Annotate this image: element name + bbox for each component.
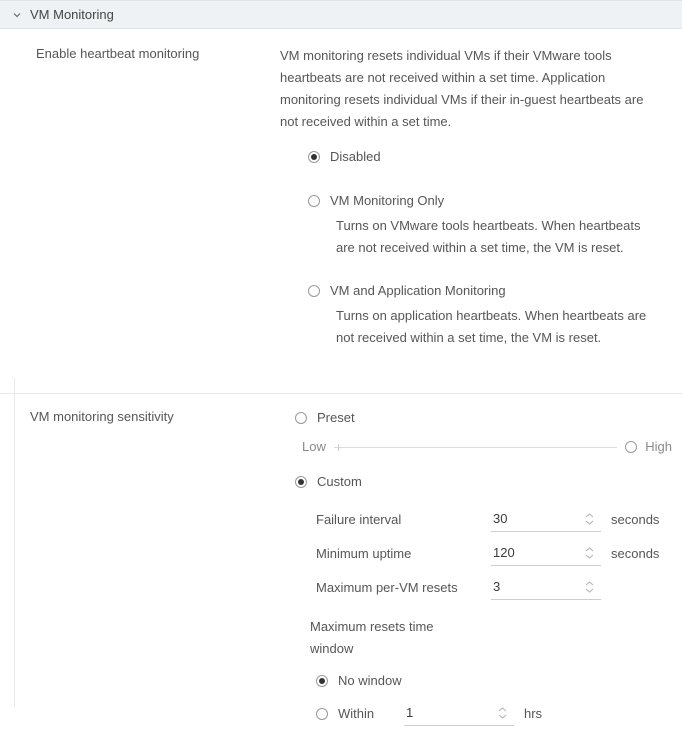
radio-no-window-input[interactable]: [316, 675, 328, 687]
vm-and-application-monitoring-description: Turns on application heartbeats. When heartbeats are not received within a set time, the VM is reset.: [336, 308, 647, 345]
failure-interval-row: [316, 508, 672, 532]
radio-within-window-label: Within: [338, 706, 375, 721]
radio-preset[interactable]: [295, 408, 672, 428]
radio-disabled-label: Disabled: [330, 149, 381, 164]
within-window-stepper[interactable]: [497, 705, 510, 721]
minimum-uptime-field[interactable]: [491, 542, 601, 566]
section-title: VM Monitoring: [30, 7, 114, 22]
left-rail-divider: [14, 378, 15, 707]
heartbeat-monitoring-content: [280, 45, 682, 371]
enable-heartbeat-monitoring-label: Enable heartbeat monitoring: [36, 46, 200, 61]
within-window-unit: hrs: [524, 706, 543, 721]
minimum-uptime-row: [316, 542, 672, 566]
maximum-per-vm-resets-field[interactable]: [491, 576, 601, 600]
vm-monitoring-section-header[interactable]: [0, 0, 682, 29]
slider-high-label: High: [645, 439, 672, 454]
radio-within-window[interactable]: [316, 702, 672, 726]
slider-high-input[interactable]: [625, 441, 637, 453]
radio-disabled[interactable]: [308, 147, 660, 167]
radio-vm-and-application-monitoring-label: VM and Application Monitoring: [330, 283, 506, 298]
radio-custom-input[interactable]: [295, 476, 307, 488]
slider-tick: [338, 444, 339, 451]
radio-vm-and-application-monitoring-input[interactable]: [308, 285, 320, 297]
sensitivity-slider[interactable]: [302, 436, 672, 458]
radio-vm-and-application-monitoring[interactable]: [308, 281, 660, 301]
minimum-uptime-stepper[interactable]: [584, 545, 597, 561]
radio-vm-monitoring-only-label: VM Monitoring Only: [330, 193, 445, 208]
maximum-resets-time-window-label: Maximum resets time window: [310, 619, 434, 656]
slider-track[interactable]: [334, 447, 617, 448]
vm-monitoring-sensitivity-label: VM monitoring sensitivity: [30, 409, 174, 424]
heartbeat-description: VM monitoring resets individual VMs if their VMware tools heartbeats are not received within a set time. Application monitoring resets individual VMs if their in-guest heartbeats are not received within a set time.: [280, 48, 644, 129]
radio-vm-monitoring-only[interactable]: [308, 191, 660, 211]
failure-interval-input[interactable]: [491, 511, 569, 528]
radio-vm-monitoring-only-input[interactable]: [308, 195, 320, 207]
radio-disabled-input[interactable]: [308, 151, 320, 163]
failure-interval-field[interactable]: [491, 508, 601, 532]
radio-preset-label: Preset: [317, 410, 355, 425]
maximum-per-vm-resets-label: Maximum per-VM resets: [316, 580, 458, 595]
failure-interval-unit: seconds: [611, 512, 660, 527]
minimum-uptime-input[interactable]: [491, 545, 569, 562]
failure-interval-label: Failure interval: [316, 512, 402, 527]
vm-monitoring-sensitivity-row: [0, 393, 682, 736]
radio-no-window-label: No window: [338, 673, 402, 688]
chevron-down-icon[interactable]: [10, 8, 24, 22]
minimum-uptime-label: Minimum uptime: [316, 546, 412, 561]
radio-custom[interactable]: [295, 472, 672, 492]
enable-heartbeat-monitoring-row: [0, 29, 682, 371]
radio-preset-input[interactable]: [295, 412, 307, 424]
radio-custom-label: Custom: [317, 474, 362, 489]
radio-within-window-input[interactable]: [316, 708, 328, 720]
slider-high-group[interactable]: [625, 436, 672, 458]
maximum-per-vm-resets-input[interactable]: [491, 579, 569, 596]
within-window-field[interactable]: [404, 702, 514, 726]
failure-interval-stepper[interactable]: [584, 511, 597, 527]
maximum-per-vm-resets-stepper[interactable]: [584, 579, 597, 595]
radio-no-window[interactable]: [316, 670, 672, 692]
slider-low-label: Low: [302, 439, 326, 454]
minimum-uptime-unit: seconds: [611, 546, 660, 561]
vm-monitoring-sensitivity-content: [280, 408, 682, 736]
maximum-per-vm-resets-row: [316, 576, 672, 600]
vm-monitoring-only-description: Turns on VMware tools heartbeats. When heartbeats are not received within a set time, the VM is reset.: [336, 218, 641, 255]
within-window-input[interactable]: [404, 705, 482, 722]
